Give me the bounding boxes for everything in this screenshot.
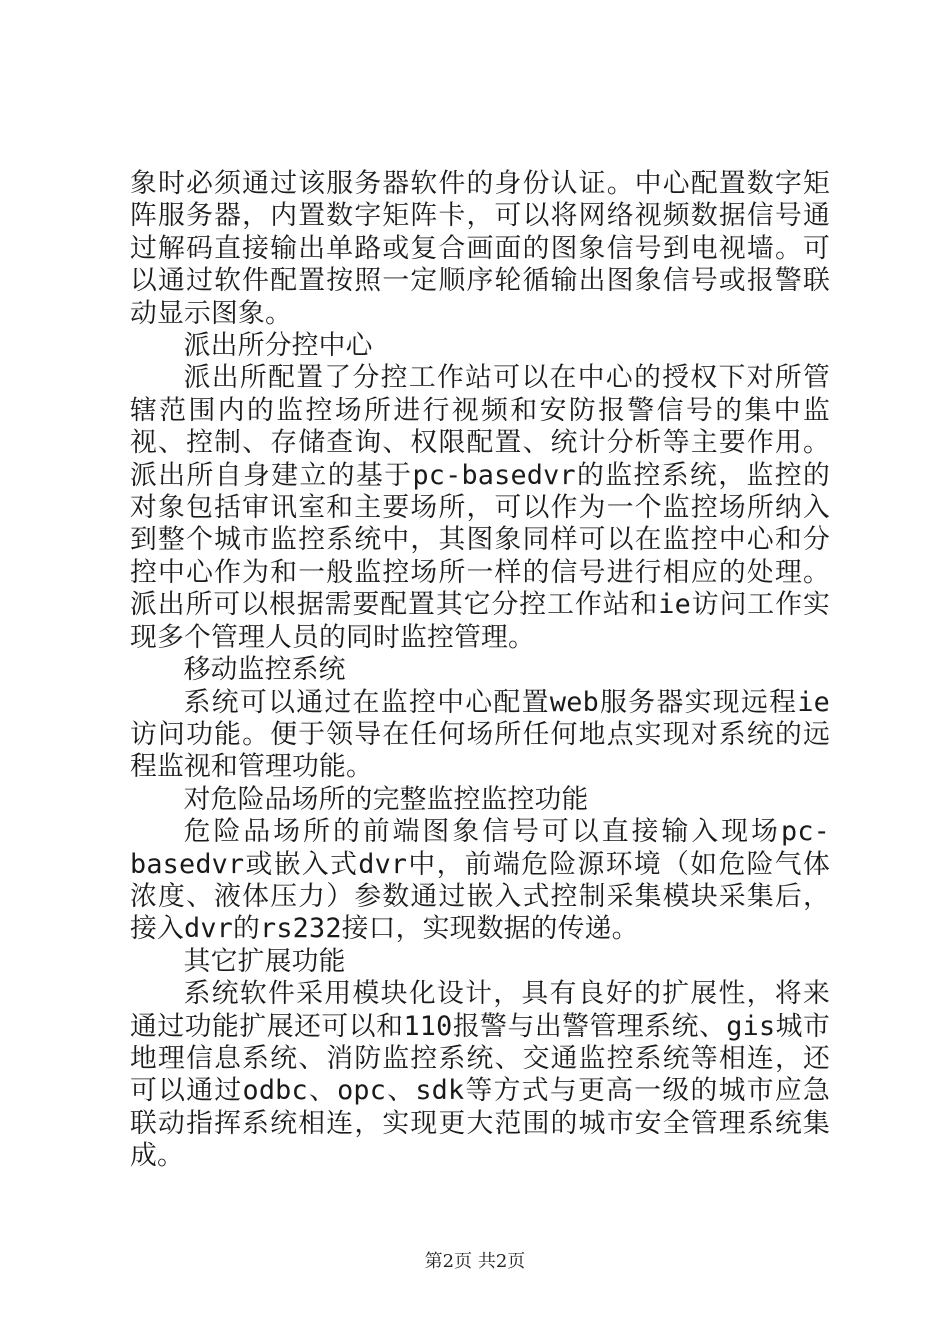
- section-heading-mobile: 移动监控系统: [183, 654, 346, 686]
- section-heading-substation: 派出所分控中心: [183, 330, 373, 362]
- paragraph-substation: 派出所配置了分控工作站可以在中心的授权下对所管辖范围内的监控场所进行视频和安防报警信号的集中监视、控制、存储查询、权限配置、统计分析等主要作用。派出所自身建立的基于pc-basedvr的监控系统，监控的对象包括审讯室和主要场所，可以作为一个监控场所纳入到整个城市监控系统中，其图象同样可以在监控中心和分控中心作为和一般监控场所一样的信号进行相应的处理。派出所可以根据需要配置其它分控工作站和ie访问工作实现多个管理人员的同时监控管理。: [130, 362, 830, 653]
- document-body: [130, 168, 830, 1173]
- paragraph-mobile: 系统可以通过在监控中心配置web服务器实现远程ie访问功能。便于领导在任何场所任何地点实现对系统的远程监视和管理功能。: [130, 686, 830, 783]
- section-heading-extension: 其它扩展功能: [183, 945, 346, 977]
- paragraph-extension: 系统软件采用模块化设计，具有良好的扩展性，将来通过功能扩展还可以和110报警与出警管理系统、gis城市地理信息系统、消防监控系统、交通监控系统等相连，还可以通过odbc、opc、sdk等方式与更高一级的城市应急联动指挥系统相连，实现更大范围的城市安全管理系统集成。: [130, 978, 830, 1172]
- page-footer: 第2页 共2页: [424, 1251, 526, 1272]
- section-heading-hazard: 对危险品场所的完整监控监控功能: [183, 783, 589, 815]
- paragraph-continuation: 象时必须通过该服务器软件的身份认证。中心配置数字矩阵服务器，内置数字矩阵卡，可以将网络视频数据信号通过解码直接输出单路或复合画面的图象信号到电视墙。可以通过软件配置按照一定顺序轮循输出图象信号或报警联动显示图象。: [130, 168, 830, 329]
- paragraph-hazard: 危险品场所的前端图象信号可以直接输入现场pc-basedvr或嵌入式dvr中，前端危险源环境（如危险气体浓度、液体压力）参数通过嵌入式控制采集模块采集后，接入dvr的rs232接口，实现数据的传递。: [130, 816, 830, 945]
